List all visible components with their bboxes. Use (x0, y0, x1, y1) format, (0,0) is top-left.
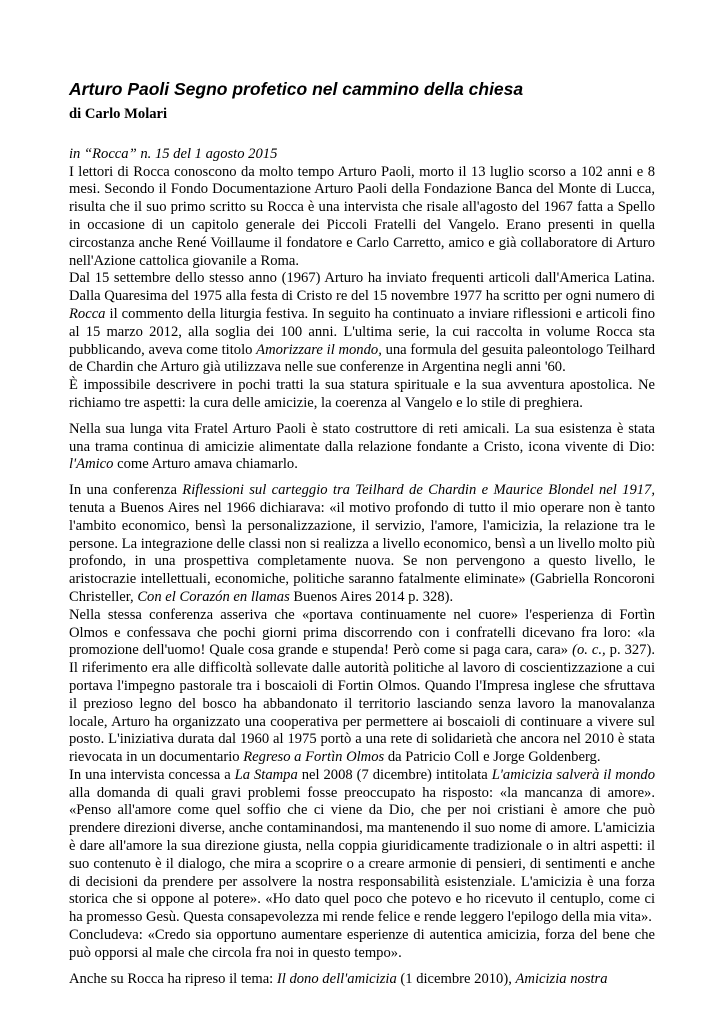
paragraph-p6 (69, 607, 655, 767)
text-run: Nella sua lunga vita Fratel Arturo Paoli è stato costruttore di reti amicali. La sua esistenza è stata una trama continua di amicizie alimentate dalla relazione fondante a Cristo, icona vivente di Dio: (69, 420, 655, 455)
text-run: È impossibile descrivere in pochi tratti la sua statura spirituale e la sua avventura apostolica. Ne richiamo tre aspetti: la cura delle amicizie, la coerenza al Vangelo e lo stile di preghiera. (69, 377, 655, 411)
italic-text: Il dono dell'amicizia (276, 970, 397, 987)
italic-text: Con el Corazón en llamas (137, 588, 290, 605)
paragraph-p8 (69, 927, 655, 963)
text-run: p. 327). Il riferimento era alle difficoltà sollevate dalle autorità politiche al lavoro di coscientizzazione a cui portava l'impegno pastorale tra i boscaioli di Fortin Olmos. Quando l'Impresa inglese che sfruttava il prezioso legno del bosco ha abbandonato il territorio lasciando senza lavoro la manovalanza locale, Arturo ha organizzato una cooperativa per permettere ai boscaioli di continuare a vivere sul posto. L'iniziativa durata dal 1960 al 1975 portò a una rete di solidarietà che ancora nel 2010 è stata rievocata in un documentario (69, 642, 655, 766)
text-run: Nella stessa conferenza asseriva che «portava continuamente nel cuore» l'esperienza di Fortìn Olmos e confessava che pochi giorni prima discorrendo con i confratelli dicevano fra loro: «la promozione dell'uomo! Quale cosa grande e stupenda! Però come si paga cara, cara» (69, 606, 655, 659)
document-page (69, 78, 655, 988)
paragraph-p4 (69, 421, 655, 474)
article-title: Arturo Paoli Segno profetico nel cammino della chiesa (69, 79, 524, 99)
text-run: Buenos Aires 2014 p. 328). (289, 588, 454, 605)
paragraph-p2 (69, 270, 655, 377)
paragraph-p5 (69, 482, 655, 607)
article-body (69, 164, 655, 989)
italic-text: (o. c., (572, 642, 606, 659)
paragraph-p9 (69, 971, 655, 989)
text-run: In una conferenza (69, 482, 183, 499)
text-run: I lettori di Rocca conoscono da molto tempo Arturo Paoli, morto il 13 luglio scorso a 102 anni e 8 mesi. Secondo il Fondo Documentazione Arturo Paoli della Fondazione Banca del Monte di Lucca, risulta che il suo primo scritto su Rocca è una intervista che risale all'agosto del 1967 fatta a Spello in occasione di un capitolo generale dei Piccoli Fratelli del Vangelo. Erano presenti in quella circostanza anche René Voillaume il fondatore e Carlo Carretto, amico e già collaboratore di Arturo nell'Azione cattolica giovanile a Roma. (69, 163, 655, 269)
article-source: in “Rocca” n. 15 del 1 agosto 2015 (69, 145, 278, 162)
italic-text: Rocca (69, 305, 106, 322)
text-run: da Patricio Coll e Jorge Goldenberg. (384, 749, 601, 766)
text-run: alla domanda di quali gravi problemi fosse preoccupato ha risposto: «la mancanza di amore». «Penso all'amore come quel soffio che ci viene da Dio, che per noi cristiani è amore che può prendere direzioni diverse, anche contaminandosi, ma mantenendo il suo nome di amore. L'amicizia è dare all'amore la sua direzione giusta, nella coppia giuridicamente tradizionale o in altri aspetti: il suo contenuto è il dialogo, che mira a scoprire o a creare armonie di pensieri, di sentimenti e anche di decisioni da prendere per assolvere la nostra responsabilità esistenziale. L'amicizia è una forza storica che si oppone al potere». «Ho dato quel poco che potevo e ho ricevuto il centuplo, come ci ha promesso Gesù. Questa consapevolezza mi rende felice e rende leggero l'epilogo della mia vita». (69, 784, 655, 926)
text-run: In una intervista concessa a (69, 766, 235, 783)
article-author: di Carlo Molari (69, 106, 168, 122)
text-run: tenuta a Buenos Aires nel 1966 dichiarava: «il motivo profondo di tutto il mio operare non è tanto l'ambito economico, bensì la personalizzazione, il servizio, l'amore, l'amicizia, la relazione tra le persone. La integrazione delle classi non si realizza a livello economico, bensì a un livello molto più profondo, in una prospettiva completamente nuova. Se non pervengono a questo livello, le aristocrazie intellettuali, economiche, politiche saranno fatalmente eliminate» (Gabriella Roncoroni Christeller, (69, 499, 655, 605)
italic-text: Regreso a Fortìn Olmos (243, 749, 385, 766)
text-run: Anche su Rocca ha ripreso il tema: (69, 970, 277, 987)
italic-text: Amicizia nostra (515, 970, 608, 987)
paragraph-p1 (69, 164, 655, 271)
italic-text: l'Amico (69, 456, 114, 473)
text-run: (1 dicembre 2010), (396, 970, 516, 987)
text-run: una formula del gesuita paleontologo Teilhard de Chardin che Arturo già utilizzava nelle sue conferenze in Argentina negli anni '60. (69, 341, 656, 376)
text-run: Dal 15 settembre dello stesso anno (1967) Arturo ha inviato frequenti articoli dall'America Latina. Dalla Quaresima del 1975 alla festa di Cristo re del 15 novembre 1977 ha scritto per ogni numero di (69, 270, 655, 305)
paragraph-p7 (69, 767, 655, 927)
text-run: come Arturo amava chiamarlo. (113, 456, 298, 473)
text-run: il commento della liturgia festiva. In seguito ha continuato a inviare riflessioni e articoli fino al 15 marzo 2012, alla soglia dei 100 anni. L'ultima serie, la cui raccolta in volume Rocca sta pubblicando, aveva come titolo (69, 305, 655, 358)
paragraph-p3 (69, 377, 655, 413)
text-run: Concludeva: «Credo sia opportuno aumentare esperienze di autentica amicizia, forza del bene che può opporsi al male che circola fra noi in questo tempo». (69, 927, 655, 961)
text-run: nel 2008 (7 dicembre) intitolata (297, 766, 492, 783)
italic-text: La Stampa (234, 766, 298, 783)
italic-text: L'amicizia salverà il mondo (491, 766, 656, 783)
italic-text: Riflessioni sul carteggio tra Teilhard de Chardin e Maurice Blondel nel 1917, (182, 482, 655, 499)
italic-text: Amorizzare il mondo, (256, 341, 382, 358)
